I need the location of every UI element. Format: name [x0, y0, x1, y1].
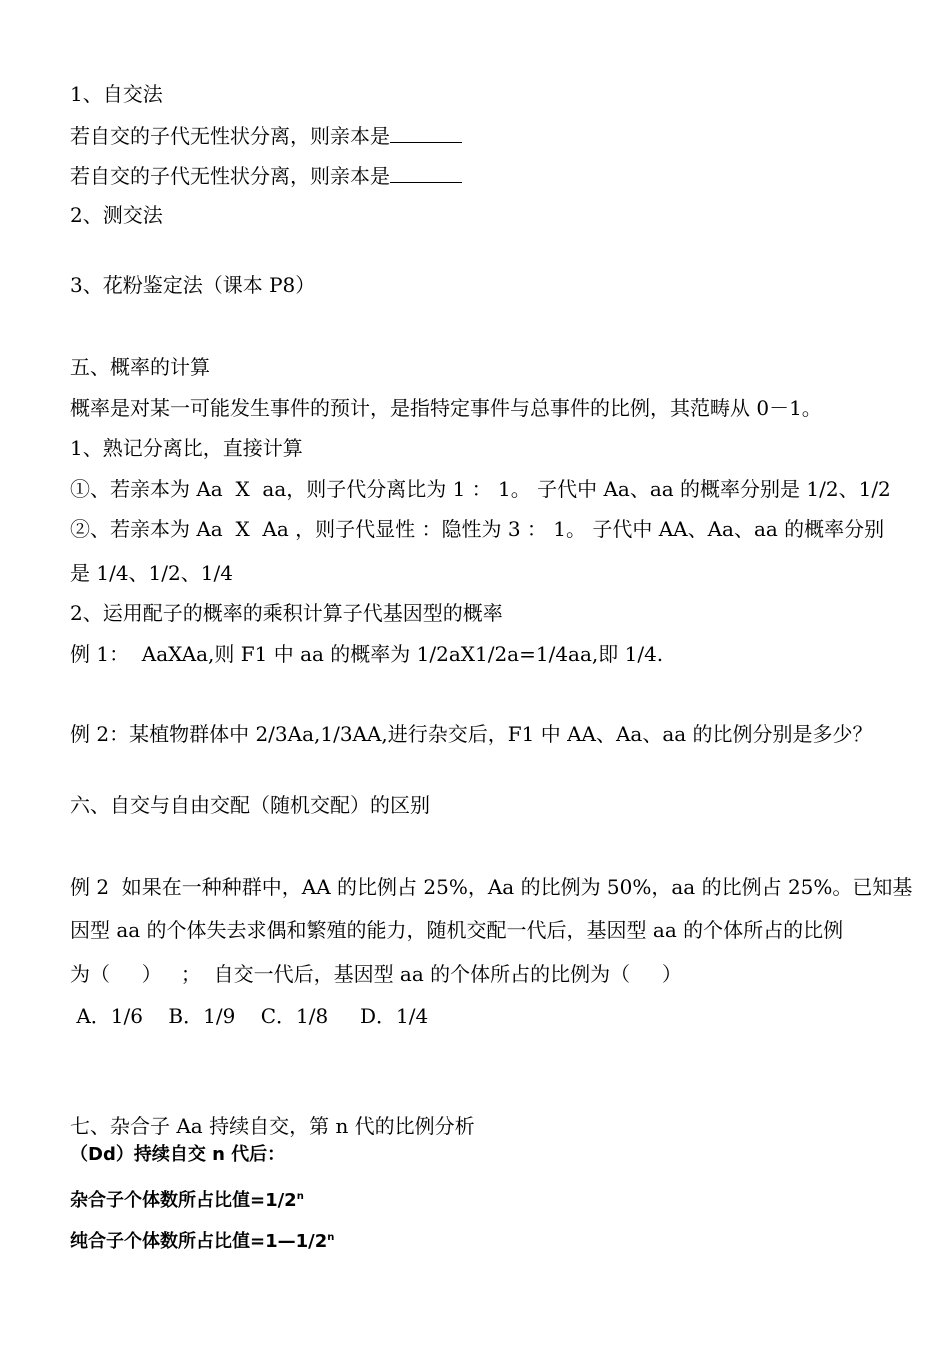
sec5-item2b: 是 1/4、1/2、1/4 [70, 561, 233, 585]
answer-blank[interactable] [390, 124, 462, 143]
sec5-intro: 概率是对某一可能发生事件的预计，是指特定事件与总事件的比例，其范畴从 0－1。 [70, 396, 822, 420]
sec1-line1-text: 若自交的子代无性状分离，则亲本是 [70, 124, 390, 148]
sec3-heading: 3、花粉鉴定法（课本 P8） [70, 273, 316, 297]
sec2-heading: 2、测交法 [70, 203, 163, 227]
sec6-heading: 六、自交与自由交配（随机交配）的区别 [70, 793, 430, 817]
sec5-ex2: 例 2：某植物群体中 2/3Aa,1/3AA,进行杂交后，F1 中 AA、Aa、aa 的比例分别是多少？ [70, 722, 873, 746]
sec6-q2: 因型 aa 的个体失去求偶和繁殖的能力，随机交配一代后，基因型 aa 的个体所占的比例 [70, 918, 844, 942]
sec6-options: A．1/6 B．1/9 C．1/8 D．1/4 [70, 1004, 429, 1028]
sec1-heading: 1、自交法 [70, 82, 163, 106]
sec1-line2-text: 若自交的子代无性状分离，则亲本是 [70, 164, 390, 188]
sec5-ex1: 例 1： AaXAa,则 F1 中 aa 的概率为 1/2aX1/2a=1/4aa,即 1/4. [70, 642, 664, 666]
sec5-heading: 五、概率的计算 [70, 355, 210, 379]
sec5-item2a: ②、若亲本为 Aa X Aa ，则子代显性 ：隐性为 3 ： 1。 子代中 AA、Aa、aa 的概率分别 [70, 517, 885, 541]
sec7-homo-text: 纯合子个体数所占比值=1—1/2 [70, 1231, 328, 1252]
sec5-item1: ①、若亲本为 Aa X aa，则子代分离比为 1 ： 1。 子代中 Aa、aa 的概率分别是 1/2、1/2 [70, 477, 891, 501]
sec6-q3: 为（ ） ； 自交一代后，基因型 aa 的个体所占的比例为（ ） [70, 962, 682, 986]
sec1-line2 [70, 164, 462, 188]
sec5-sub1: 1、熟记分离比，直接计算 [70, 436, 303, 460]
sec7-hetero [70, 1185, 304, 1213]
sec7-homo-exponent: n [327, 1232, 335, 1243]
sec5-sub2: 2、运用配子的概率的乘积计算子代基因型的概率 [70, 601, 503, 625]
sec1-line1 [70, 124, 462, 148]
sec7-heading: 七、杂合子 Aa 持续自交，第 n 代的比例分析 [70, 1114, 475, 1138]
sec7-hetero-text: 杂合子个体数所占比值=1/2 [70, 1190, 297, 1211]
answer-blank[interactable] [390, 164, 462, 183]
sec7-homo [70, 1226, 334, 1254]
sec7-hetero-exponent: n [296, 1191, 304, 1202]
sec7-dd: （Dd）持续自交 n 代后： [70, 1144, 286, 1165]
sec6-q1: 例 2 如果在一种种群中，AA 的比例占 25%，Aa 的比例为 50%，aa 的比例占 25%。已知基 [70, 875, 913, 899]
